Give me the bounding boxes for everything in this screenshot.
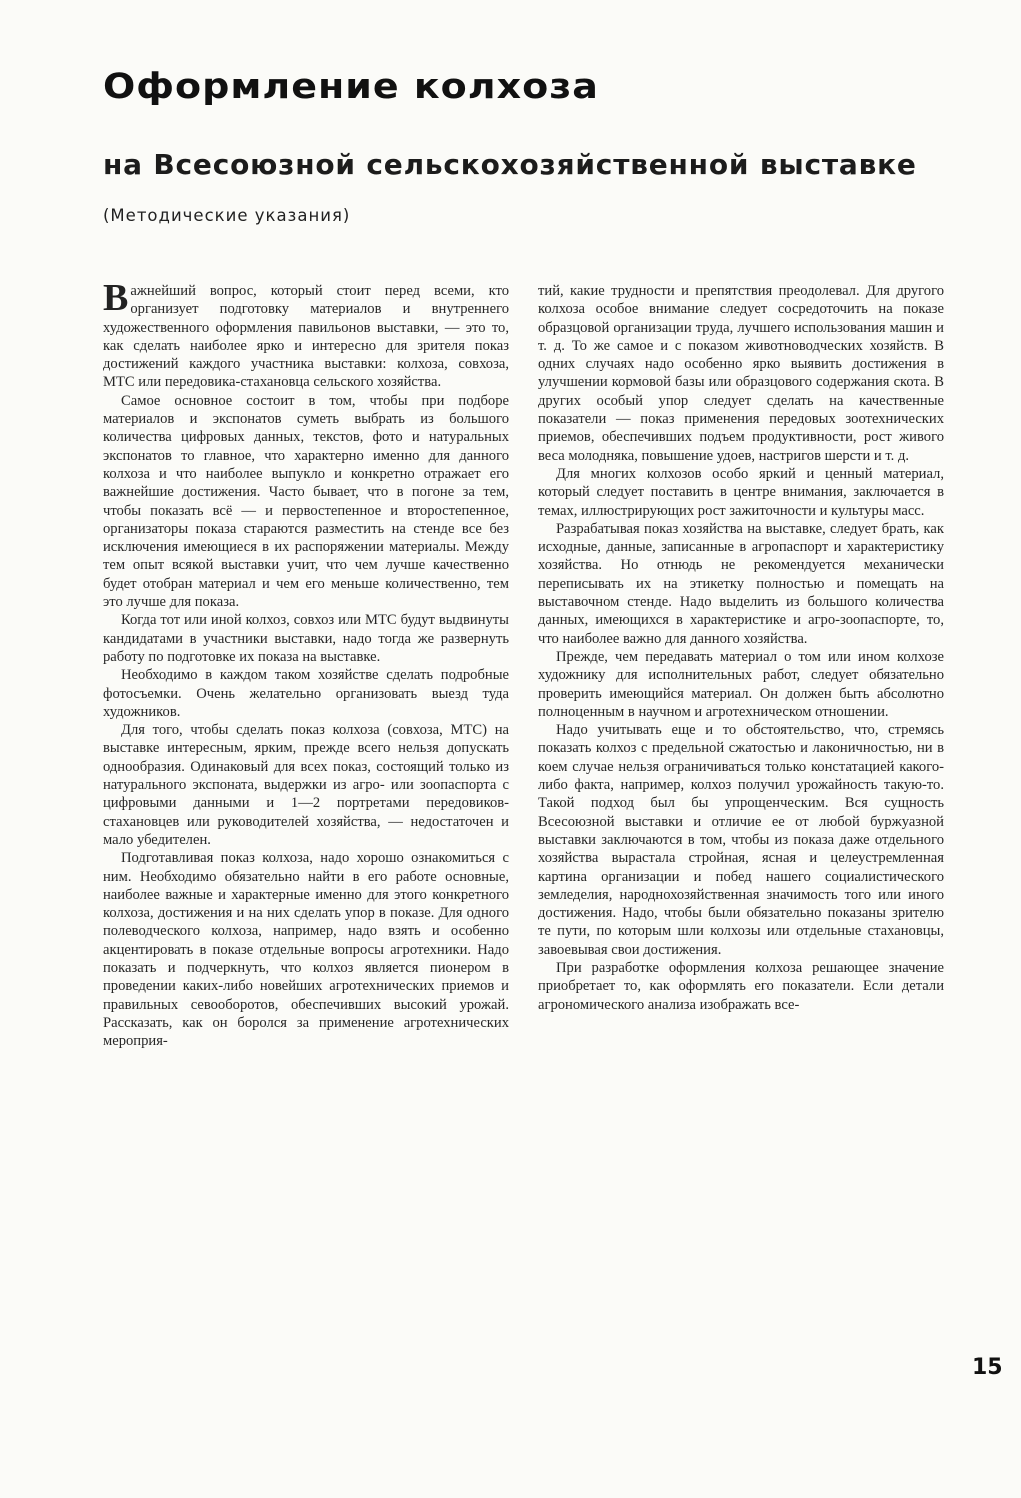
paragraph: тий, какие трудности и препятствия преодолевал. Для другого колхоза особое внимание следует сосредоточить на показе образцовой организации труда, лучшего использования машин и т. д. То же самое и с показом животноводческих хозяйств. В одних случаях надо особенно ярко выявить достижения в улучшении кормовой базы или образцового содержания скота. В других особый упор следует сделать на качественные показатели — показ применения передовых зоотехнических приемов, обеспечивших подъем продуктивности, рост живого веса молодняка, повышение удоев, настригов шерсти и т. д. <box>538 283 944 464</box>
paragraph: Подготавливая показ колхоза, надо хорошо ознакомиться с ним. Необходимо обязательно найти в его работе основные, наиболее важные и характерные именно для этого конкретного колхоза, достижения и на них сделать упор в показе. Для одного полеводческого колхоза, например, надо взять и особенно акцентировать в показе отдельные вопросы агротехники. Надо показать и подчеркнуть, что колхоз является пионером в проведении каких-либо новейших агротехнических приемов и правильных севооборотов, обеспечивших высокий урожай. Рассказать, как он боролся за применение агротехнических мероприя- <box>103 850 509 1050</box>
paragraph: Прежде, чем передавать материал о том или ином колхозе художнику для исполнительных работ, следует обязательно проверить имеющийся материал. Он должен быть абсолютно полноценным в научном и агротехническом отношении. <box>538 648 944 720</box>
paragraph: Надо учитывать еще и то обстоятельство, что, стремясь показать колхоз с предельной сжатостью и лаконичностью, ни в коем случае нельзя ограничиваться только констатацией какого-либо факта, например, колхоз получил урожайность такую-то. Такой подход был бы упрощенческим. Вся сущность Всесоюзной выставки и отличие ее от любой буржуазной выставки заключаются в том, чтобы из показа даже отдельного хозяйства вырастала стройная, ясная и целеустремленная картина организации и побед нашего социалистического земледелия, народнохозяйственная значимость того или иного достижения. Надо, чтобы были обязательно показаны зрителю те пути, по которым шли колхозы или отдельные стахановцы, завоевывая свои достижения. <box>538 722 944 958</box>
paragraph: Когда тот или иной колхоз, совхоз или МТС будут выдвинуты кандидатами в участники выставки, надо тогда же развернуть работу по подготовке их показа на выставке. <box>103 612 509 665</box>
paragraph: Для многих колхозов особо яркий и ценный материал, который следует поставить в центре внимания, заключается в темах, иллюстрирующих рост зажиточности и культуры масс. <box>538 465 944 519</box>
paragraph: При разработке оформления колхоза решающее значение приобретает то, как оформлять его показатели. Если детали агрономического анализа изображать все- <box>538 959 944 1013</box>
article-title: Оформление колхоза <box>103 66 599 107</box>
paragraph <box>103 277 509 392</box>
right-column <box>538 282 944 1014</box>
article-note: (Методические указания) <box>103 206 351 225</box>
paragraph: Необходимо в каждом таком хозяйстве сделать подробные фотосъемки. Очень желательно организовать выезд туда художников. <box>103 667 509 720</box>
page-number: 15 <box>972 1355 1003 1380</box>
paragraph: Разрабатывая показ хозяйства на выставке, следует брать, как исходные, данные, записанные в агропаспорт и характеристику хозяйства. Но отнюдь не рекомендуется механически переписывать их на этикетку полностью и помещать на выставочном стенде. Надо выделить из большого количества данных, имеющихся в характеристике и агро-зоопаспорте, то, что наиболее важно для данного хозяйства. <box>538 520 944 647</box>
paragraph-text: ажнейший вопрос, который стоит перед всеми, кто организует подготовку материалов и внутреннего художественного оформления павильонов выставки, — это то, как сделать наиболее ярко и интересно для зрителя показ достижений каждого участника выставки: колхоза, совхоза, МТС или передовика-стахановца сельского хозяйства. <box>103 283 509 391</box>
paragraph: Для того, чтобы сделать показ колхоза (совхоза, МТС) на выставке интересным, ярким, прежде всего нельзя допускать однообразия. Одинаковый для всех показ, состоящий только из натурального экспоната, выдержки из агро- или зоопаспорта с цифровыми данными и 1—2 портретами передовиков-стахановцев или руководителей хозяйства, — недостаточен и мало убедителен. <box>103 722 509 848</box>
left-column <box>103 277 509 1050</box>
article-subtitle: на Всесоюзной сельскохозяйственной выставке <box>103 148 917 181</box>
paragraph: Самое основное состоит в том, чтобы при подборе материалов и экспонатов суметь выбрать из большого количества цифровых данных, текстов, фото и натуральных экспонатов то главное, что характерно именно для данного колхоза и что наиболее выпукло и конкретно отражает его важнейшие достижения. Часто бывает, что в погоне за тем, чтобы показать всё — и первостепенное и второстепенное, организаторы показа стараются разместить на стенде все без исключения имеющиеся в их распоряжении материалы. Между тем опыт всякой выставки учит, что чем лучше качественно будет отобран материал и чем его меньше количественно, тем это лучше для показа. <box>103 392 509 611</box>
drop-cap: В <box>103 277 129 319</box>
